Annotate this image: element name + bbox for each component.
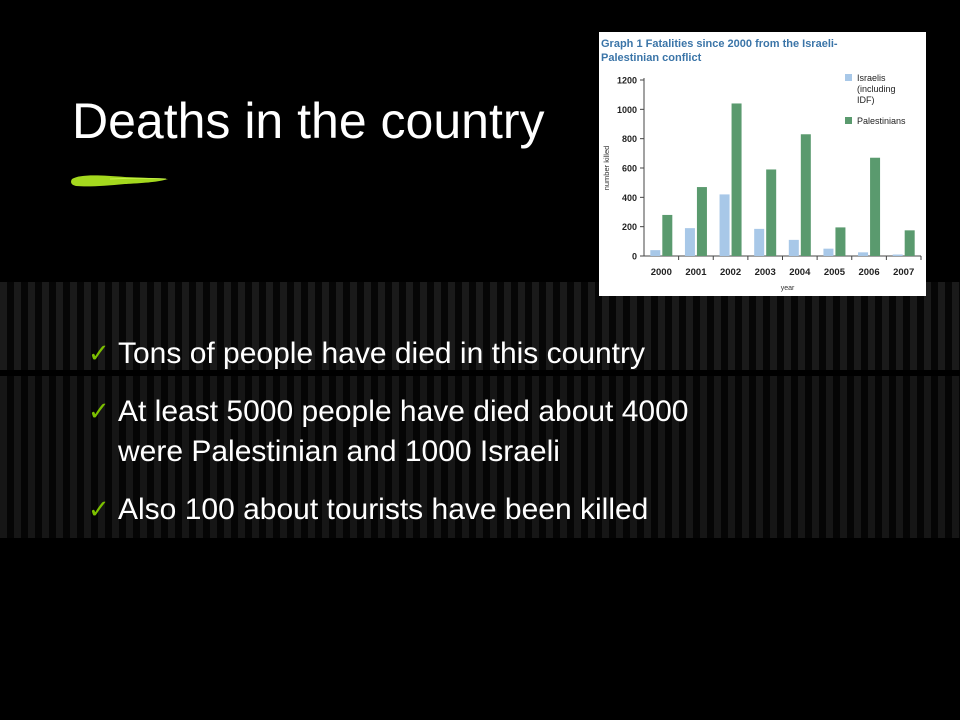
bar-israelis bbox=[789, 240, 799, 256]
chart-figure bbox=[599, 32, 926, 296]
legend-swatch bbox=[845, 74, 852, 81]
bullet-item bbox=[88, 490, 848, 530]
check-icon: ✓ bbox=[88, 397, 110, 427]
legend-label: (including bbox=[857, 84, 896, 94]
x-tick-label: 2001 bbox=[685, 267, 707, 278]
bar-palestinians bbox=[766, 169, 776, 256]
bar-israelis bbox=[754, 229, 764, 256]
brush-underline-decoration bbox=[70, 170, 170, 194]
x-tick-label: 2002 bbox=[719, 267, 742, 278]
y-tick-label: 800 bbox=[621, 134, 637, 145]
chart-legend bbox=[845, 73, 906, 126]
bullet-text bbox=[118, 490, 648, 530]
check-icon: ✓ bbox=[88, 495, 110, 525]
legend-label: IDF) bbox=[857, 95, 875, 105]
legend-label: Israelis bbox=[857, 73, 886, 83]
x-tick-label: 2000 bbox=[650, 267, 672, 278]
bullet-line: were Palestinian and 1000 Israeli bbox=[118, 435, 560, 468]
bar-israelis bbox=[650, 250, 660, 256]
legend-label: Palestinians bbox=[857, 116, 906, 126]
bar-israelis bbox=[893, 255, 903, 256]
bar-israelis bbox=[823, 249, 833, 256]
y-tick-label: 1200 bbox=[616, 75, 637, 86]
y-tick-label: 200 bbox=[621, 222, 637, 233]
bar-israelis bbox=[685, 228, 695, 256]
x-tick-label: 2006 bbox=[858, 267, 880, 278]
y-tick-label: 1000 bbox=[616, 104, 637, 115]
x-axis-label: year bbox=[780, 285, 795, 292]
bar-palestinians bbox=[697, 187, 707, 256]
plot-area bbox=[602, 76, 921, 293]
bar-israelis bbox=[858, 252, 868, 256]
x-tick-label: 2007 bbox=[893, 267, 915, 278]
bar-palestinians bbox=[835, 227, 845, 256]
bullet-text bbox=[118, 392, 688, 472]
bullet-item bbox=[88, 334, 848, 374]
bar-chart bbox=[599, 32, 926, 296]
x-tick-label: 2003 bbox=[754, 267, 776, 278]
y-tick-label: 0 bbox=[631, 251, 637, 262]
chart-title-line: Graph 1 Fatalities since 2000 from the Israeli- bbox=[601, 38, 838, 50]
x-tick-label: 2005 bbox=[823, 267, 846, 278]
bullet-line: Also 100 about tourists have been killed bbox=[118, 493, 649, 526]
bullet-text bbox=[118, 334, 645, 374]
bullet-list bbox=[88, 334, 848, 548]
bar-palestinians bbox=[905, 230, 915, 256]
slide-title: Deaths in the country bbox=[72, 93, 545, 149]
legend-swatch bbox=[845, 117, 852, 124]
bar-palestinians bbox=[801, 134, 811, 256]
bullet-item bbox=[88, 392, 848, 472]
x-tick-label: 2004 bbox=[789, 267, 811, 278]
y-axis-label: number killed bbox=[602, 145, 611, 191]
y-tick-label: 600 bbox=[621, 163, 637, 174]
chart-title-line: Palestinian conflict bbox=[601, 52, 702, 64]
check-icon: ✓ bbox=[88, 339, 110, 369]
bullet-line: Tons of people have died in this country bbox=[118, 337, 646, 370]
bar-israelis bbox=[720, 194, 730, 256]
bar-palestinians bbox=[662, 215, 672, 256]
bar-palestinians bbox=[732, 103, 742, 256]
bar-palestinians bbox=[870, 158, 880, 256]
y-tick-label: 400 bbox=[621, 192, 637, 203]
bullet-line: At least 5000 people have died about 4000 bbox=[118, 395, 689, 428]
